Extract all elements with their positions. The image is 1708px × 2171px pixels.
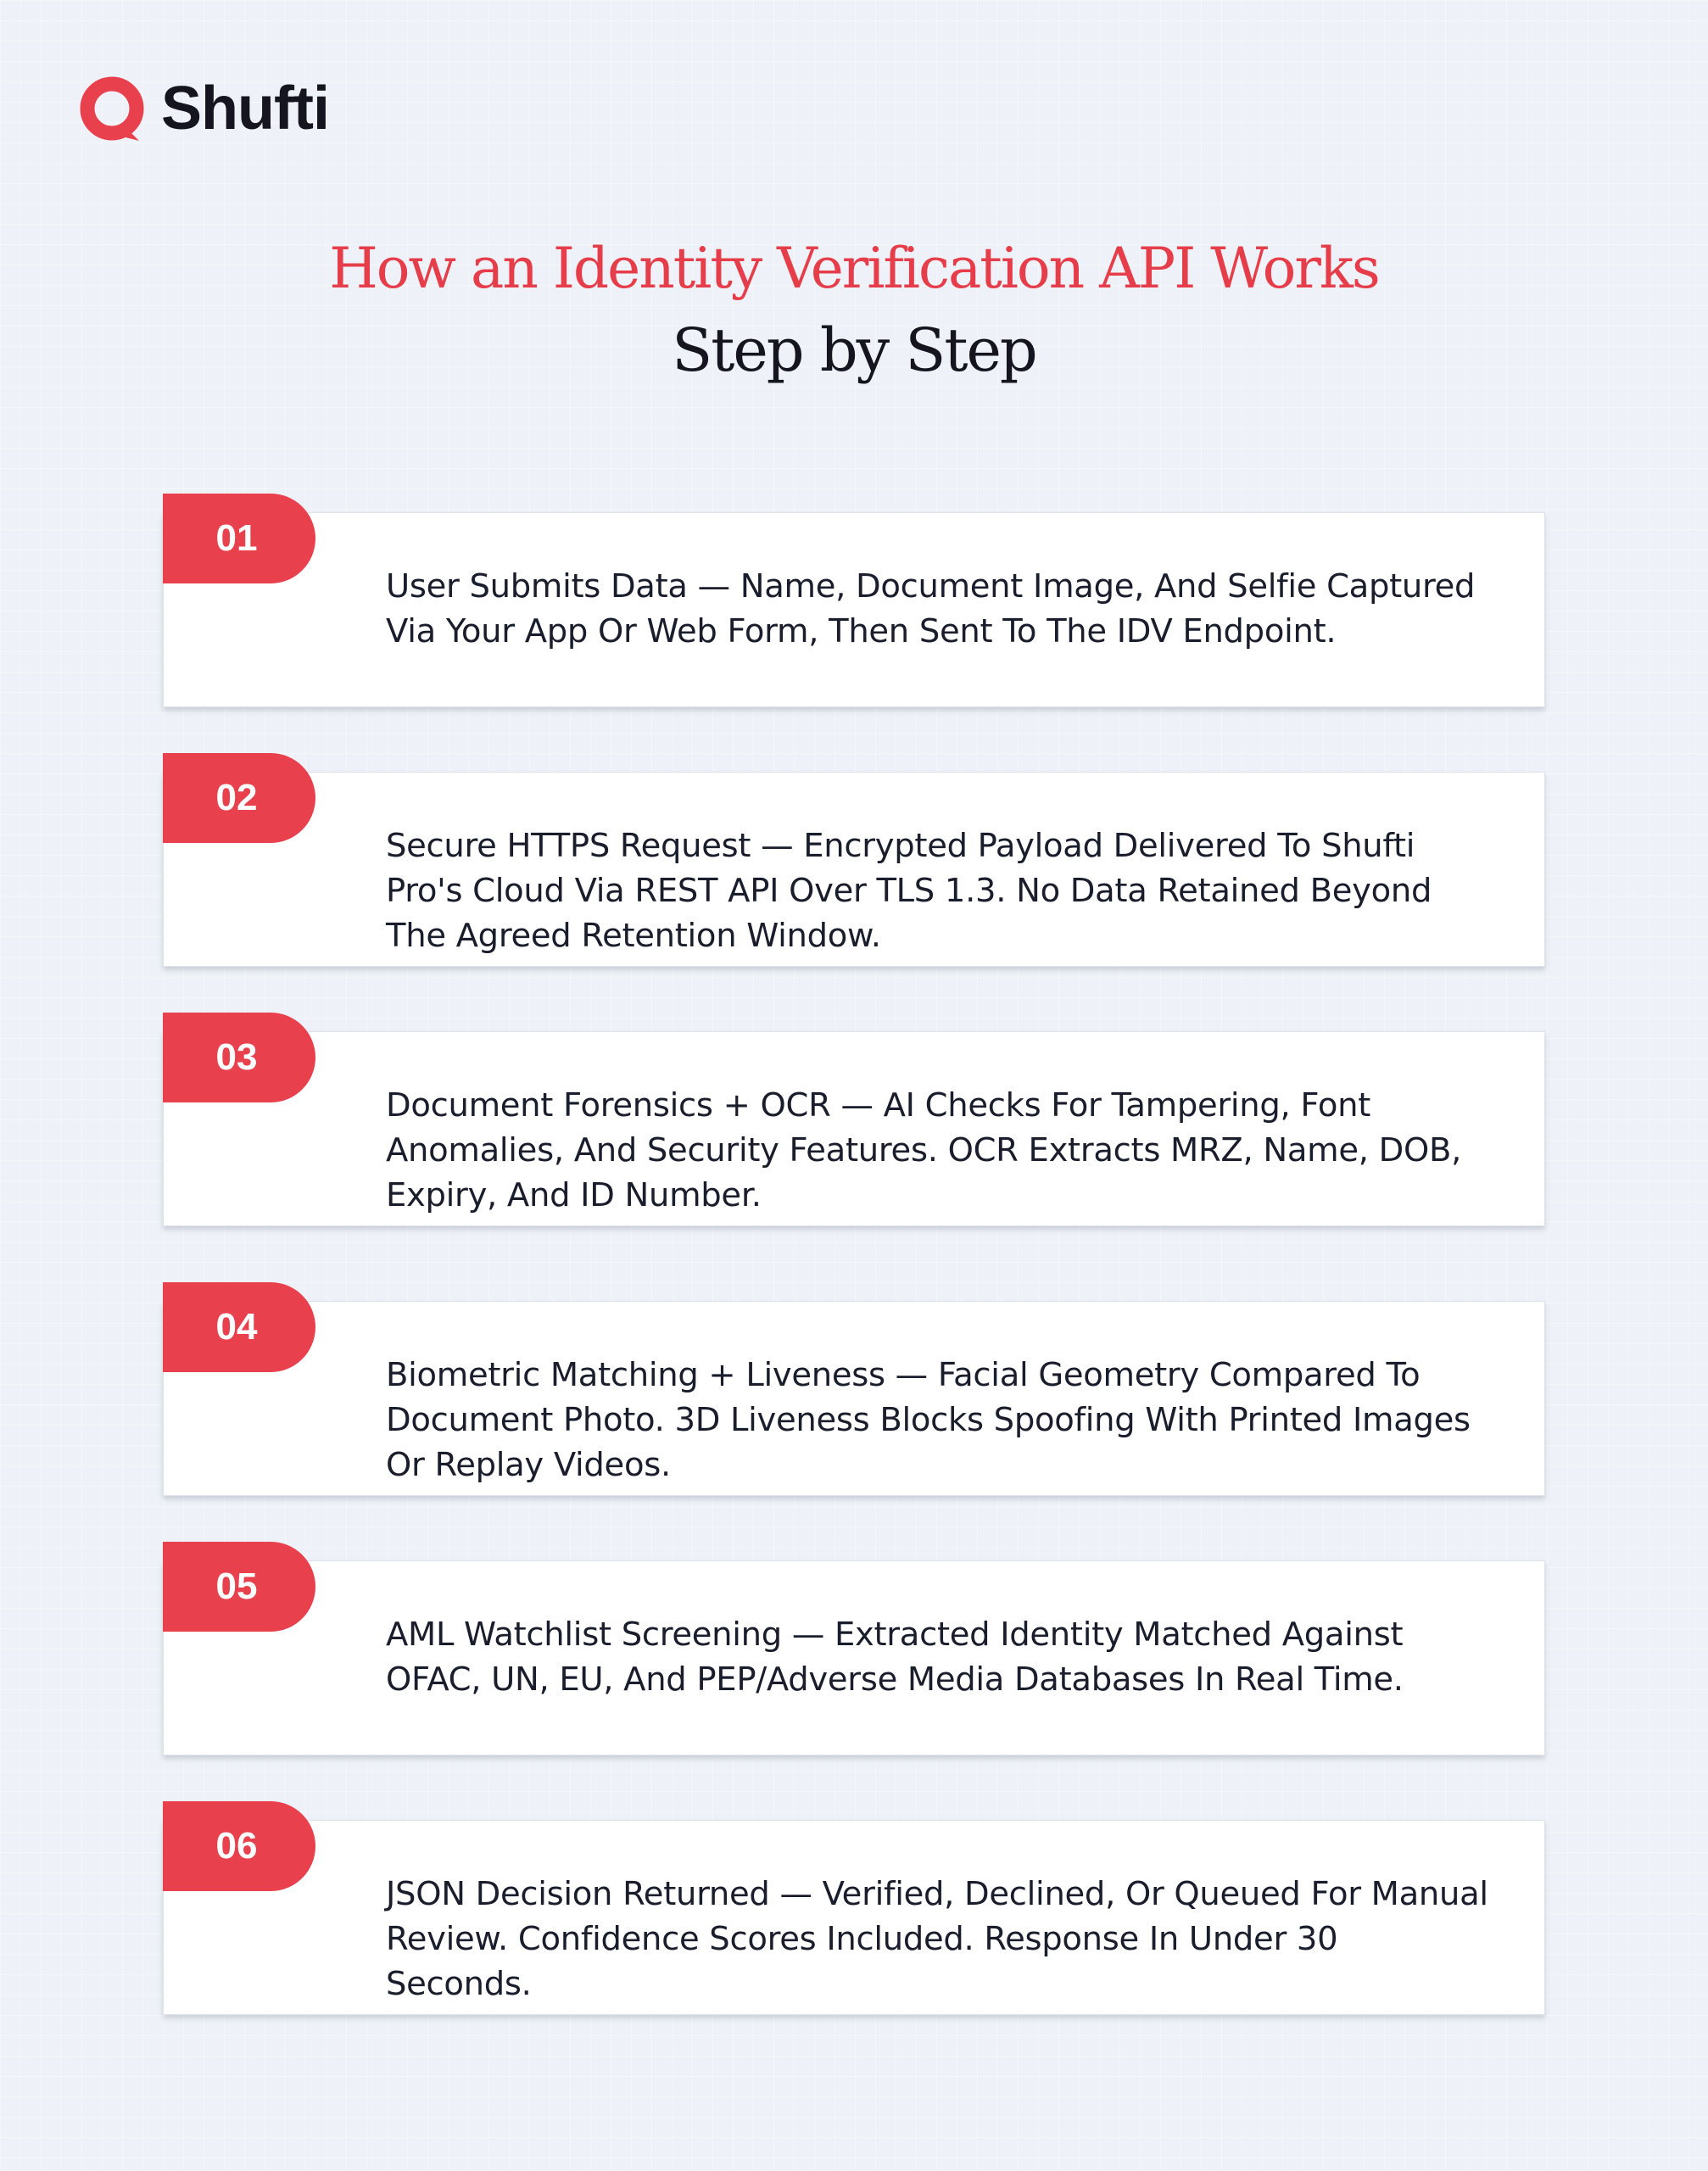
step-card (163, 1560, 1545, 1755)
step-description: AML Watchlist Screening — Extracted Identity Matched Against OFAC, UN, EU, And PEP/Adverse Media Databases In Real Time. (386, 1616, 1404, 1699)
step-number-badge: 06 (163, 1801, 315, 1891)
step-item (163, 1013, 1545, 1243)
page-title: How an Identity Verification API Works (329, 236, 1379, 301)
page-subtitle: Step by Step (672, 315, 1036, 385)
step-card (163, 512, 1545, 707)
step-number-badge: 05 (163, 1542, 315, 1632)
step-number-badge: 04 (163, 1282, 315, 1372)
step-description: Secure HTTPS Request — Encrypted Payload Delivered To Shufti Pro's Cloud Via REST API Over TLS 1.3. No Data Retained Beyond The Agreed Retention Window. (386, 827, 1432, 955)
step-item (163, 1282, 1545, 1513)
step-description: User Submits Data — Name, Document Image, And Selfie Captured Via Your App Or Web Form, Then Sent To The IDV Endpoint. (386, 567, 1476, 650)
step-item (163, 494, 1545, 724)
step-number-badge: 03 (163, 1013, 315, 1102)
step-item (163, 753, 1545, 984)
step-item (163, 1801, 1545, 2032)
step-card (163, 1820, 1545, 2015)
step-card (163, 1031, 1545, 1226)
step-description: Document Forensics + OCR — AI Checks For Tampering, Font Anomalies, And Security Features. OCR Extracts MRZ, Name, DOB, Expiry, And ID Number. (386, 1086, 1462, 1214)
step-description: Biometric Matching + Liveness — Facial Geometry Compared To Document Photo. 3D Liveness Blocks Spoofing With Printed Images Or Replay Videos. (386, 1356, 1471, 1484)
step-number-badge: 02 (163, 753, 315, 843)
step-card (163, 1301, 1545, 1496)
step-card (163, 772, 1545, 967)
brand-name: Shufti (161, 75, 329, 142)
step-item (163, 1542, 1545, 1772)
step-description: JSON Decision Returned — Verified, Declined, Or Queued For Manual Review. Confidence Scores Included. Response In Under 30 Seconds. (386, 1875, 1488, 2003)
step-number-badge: 01 (163, 494, 315, 583)
